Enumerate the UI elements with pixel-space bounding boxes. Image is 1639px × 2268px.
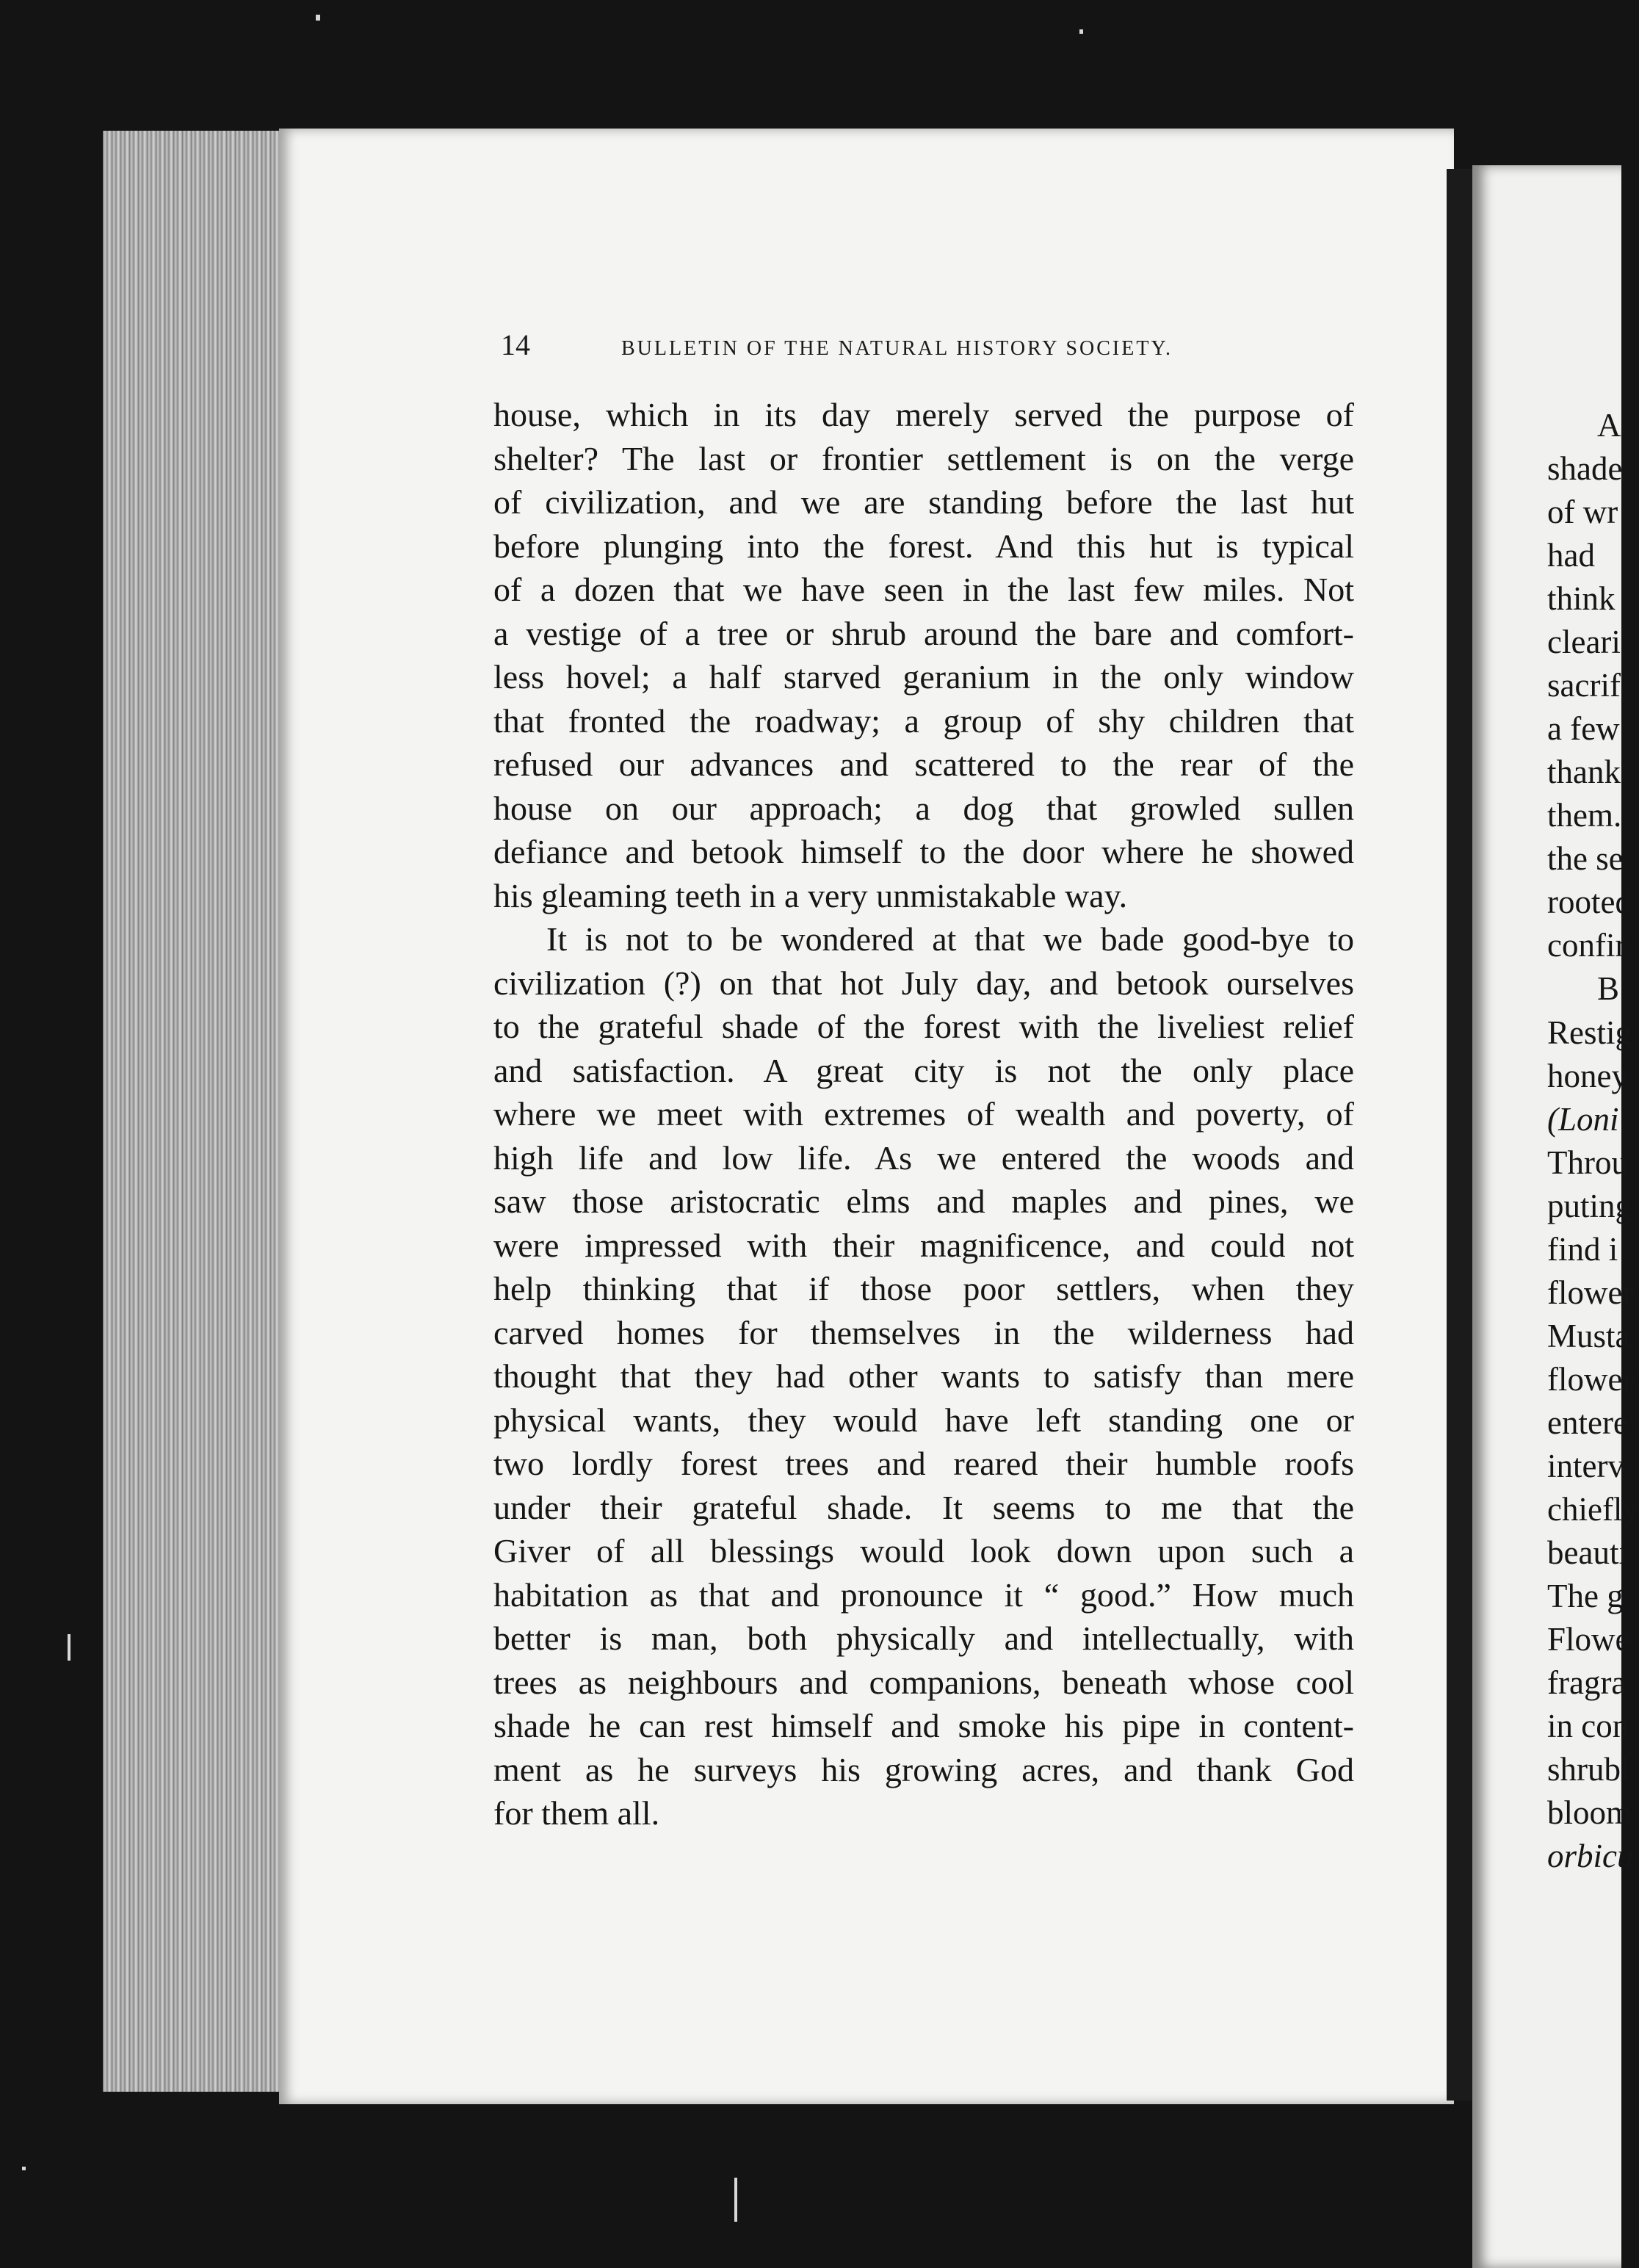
text-line: defiance and betook himself to the door where he showed xyxy=(493,833,1354,870)
text-line: refused our advances and scattered to the rear of the xyxy=(493,745,1354,783)
right-page-line: flower xyxy=(1547,1361,1634,1398)
scan-speck xyxy=(316,15,320,21)
page-number: 14 xyxy=(501,328,530,361)
scan-speck xyxy=(1079,29,1083,34)
right-page-line: them. xyxy=(1547,797,1622,834)
right-page-line: in con xyxy=(1547,1708,1629,1744)
text-line: less hovel; a half starved geranium in the only window xyxy=(493,658,1354,696)
right-page-line: puting xyxy=(1547,1188,1632,1224)
text-line: under their grateful shade. It seems to me that the xyxy=(493,1488,1354,1526)
text-line: civilization (?) on that hot July day, and betook ourselves xyxy=(493,964,1354,1002)
text-line: before plunging into the forest. And this hut is typical xyxy=(493,527,1354,565)
right-page-line: entere xyxy=(1547,1404,1628,1441)
right-page-line: shade xyxy=(1547,450,1623,487)
text-line: shelter? The last or frontier settlement is on the verge xyxy=(493,439,1354,477)
right-page-line: confir xyxy=(1547,927,1627,964)
right-page-line: honey xyxy=(1547,1058,1628,1094)
text-line: of civilization, and we are standing before the last hut xyxy=(493,483,1354,521)
text-line: ment as he surveys his growing acres, and thank God xyxy=(493,1750,1354,1788)
right-page-line: cleari xyxy=(1547,624,1621,660)
right-page-line: bloom xyxy=(1547,1794,1632,1831)
text-line: habitation as that and pronounce it “ good.” How much xyxy=(493,1575,1354,1614)
right-page-line: Musta xyxy=(1547,1318,1630,1354)
text-line: and satisfaction. A great city is not the only place xyxy=(493,1051,1354,1089)
scan-speck xyxy=(68,1634,70,1661)
text-line: to the grateful shade of the forest with the liveliest relief xyxy=(493,1008,1354,1045)
text-line: that fronted the roadway; a group of shy children that xyxy=(493,701,1354,740)
scan-speck xyxy=(734,2178,737,2222)
right-page-line: find i xyxy=(1547,1231,1618,1268)
text-line: house on our approach; a dog that growled sullen xyxy=(493,789,1354,827)
right-page-line: the se xyxy=(1547,840,1624,877)
right-page-line: (Loni xyxy=(1547,1101,1619,1138)
right-page-line: a few xyxy=(1547,710,1620,747)
text-line: his gleaming teeth in a very unmistakable way. xyxy=(493,876,1128,914)
running-head xyxy=(501,328,1345,362)
right-page-line: fragra xyxy=(1547,1664,1627,1701)
right-page-line: beauti xyxy=(1547,1534,1628,1571)
body-text xyxy=(493,393,1354,1835)
book-page-edges xyxy=(103,131,286,2092)
text-line: were impressed with their magnificence, and could not xyxy=(493,1226,1354,1264)
text-line: carved homes for themselves in the wilderness had xyxy=(493,1313,1354,1351)
right-page-line: Throu xyxy=(1547,1144,1628,1181)
scan-speck xyxy=(22,2167,26,2170)
right-page-line: Flowe xyxy=(1547,1621,1630,1658)
text-line: Giver of all blessings would look down upon such a xyxy=(493,1532,1354,1570)
text-line: saw those aristocratic elms and maples and pines, we xyxy=(493,1182,1354,1220)
running-head-title: BULLETIN OF THE NATURAL HISTORY SOCIETY. xyxy=(621,337,1173,360)
text-line: a vestige of a tree or shrub around the bare and comfort- xyxy=(493,614,1354,652)
right-page-line: orbicu xyxy=(1547,1838,1634,1874)
right-page-line: shrubl xyxy=(1547,1751,1630,1788)
right-page-line: A xyxy=(1597,407,1621,444)
right-page-line: of wr xyxy=(1547,494,1618,530)
right-page-line: The g xyxy=(1547,1578,1624,1614)
text-line: It is not to be wondered at that we bade good-bye to xyxy=(546,920,1354,958)
right-page-line: Restig xyxy=(1547,1014,1632,1051)
right-page-line: thank xyxy=(1547,754,1621,790)
text-line: for them all. xyxy=(493,1794,660,1832)
text-line: two lordly forest trees and reared their humble roofs xyxy=(493,1445,1354,1482)
right-page-line: had xyxy=(1547,537,1595,574)
text-line: where we meet with extremes of wealth and poverty, of xyxy=(493,1095,1354,1133)
right-page-line: flower xyxy=(1547,1274,1634,1311)
right-page-line: interv xyxy=(1547,1448,1624,1484)
page-gutter-shadow xyxy=(1447,169,1476,2101)
right-page-line: rooted xyxy=(1547,884,1632,920)
right-page-line: B xyxy=(1597,970,1620,1007)
right-page-fragment xyxy=(1472,165,1639,2268)
text-line: of a dozen that we have seen in the last few miles. Not xyxy=(493,571,1354,608)
text-line: high life and low life. As we entered the woods and xyxy=(493,1138,1354,1177)
text-line: house, which in its day merely served the purpose of xyxy=(493,396,1354,433)
text-line: physical wants, they would have left standing one or xyxy=(493,1401,1354,1439)
right-page-line: sacrif xyxy=(1547,667,1621,704)
right-page-line: chiefly xyxy=(1547,1491,1639,1528)
text-line: shade he can rest himself and smoke his pipe in content- xyxy=(493,1707,1354,1744)
text-line: thought that they had other wants to satisfy than mere xyxy=(493,1357,1354,1395)
right-page-line: think xyxy=(1547,580,1616,617)
text-line: better is man, both physically and intellectually, with xyxy=(493,1619,1354,1657)
text-line: help thinking that if those poor settlers, when they xyxy=(493,1270,1354,1307)
text-line: trees as neighbours and companions, beneath whose cool xyxy=(493,1663,1354,1701)
